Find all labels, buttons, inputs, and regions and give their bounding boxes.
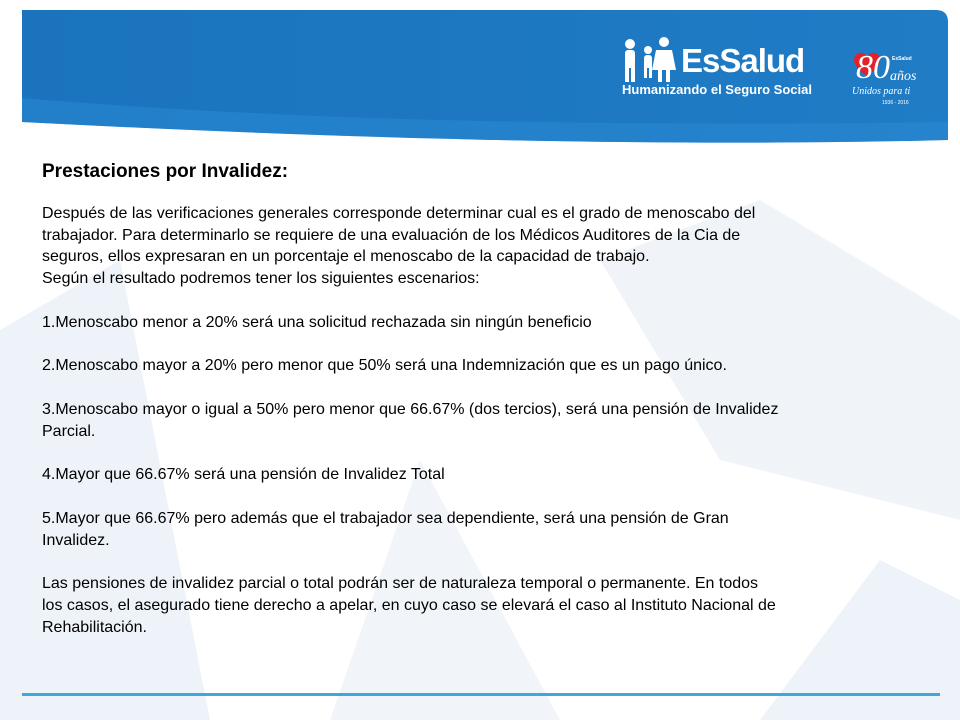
- anniversary-number: 80: [856, 49, 890, 86]
- scenario-item-5: [42, 508, 917, 552]
- anniversary-org: EsSalud: [892, 56, 912, 62]
- slide-title: Prestaciones por Invalidez:: [42, 161, 289, 182]
- closing-line: Las pensiones de invalidez parcial o total podrán ser de naturaleza temporal o permanente. En todos: [42, 575, 759, 593]
- intro-line: Según el resultado podremos tener los siguientes escenarios:: [42, 270, 480, 288]
- scenario-item-1: [42, 312, 917, 334]
- brand-name: EsSalud: [681, 42, 805, 79]
- scenario-line: Parcial.: [42, 422, 96, 440]
- slide-content: [42, 157, 917, 661]
- scenario-item-4: [42, 464, 917, 486]
- anniversary-word: años: [890, 69, 917, 84]
- anniversary-slogan: Unidos para ti: [852, 86, 911, 97]
- scenario-line: 2.Menoscabo mayor a 20% pero menor que 50% será una Indemnización que es un pago único.: [42, 357, 727, 375]
- anniversary-years: 1936 - 2016: [882, 100, 909, 106]
- anniversary-80-logo: [842, 38, 922, 118]
- intro-line: seguros, ellos expresaran en un porcentaje el menoscabo de la capacidad de trabajo.: [42, 248, 650, 266]
- scenario-line: 5.Mayor que 66.67% pero además que el trabajador sea dependiente, será una pensión de Gran: [42, 509, 729, 527]
- closing-line: los casos, el asegurado tiene derecho a apelar, en cuyo caso se elevará el caso al Instituto Nacional de: [42, 597, 776, 615]
- scenario-line: 3.Menoscabo mayor o igual a 50% pero menor que 66.67% (dos tercios), será una pensión de Invalidez: [42, 400, 779, 418]
- scenario-item-3: [42, 399, 917, 443]
- scenario-line: 1.Menoscabo menor a 20% será una solicitud rechazada sin ningún beneficio: [42, 313, 592, 331]
- scenario-line: 4.Mayor que 66.67% será una pensión de Invalidez Total: [42, 466, 445, 484]
- intro-line: trabajador. Para determinarlo se requiere de una evaluación de los Médicos Auditores de la Cia de: [42, 226, 741, 244]
- brand-tagline: Humanizando el Seguro Social: [622, 82, 812, 97]
- footer-divider: [22, 693, 940, 696]
- closing-paragraph: [42, 573, 917, 638]
- closing-line: Rehabilitación.: [42, 618, 147, 636]
- header-banner: [0, 0, 960, 150]
- intro-paragraph: [42, 203, 917, 290]
- scenario-line: Invalidez.: [42, 531, 110, 549]
- scenario-item-2: [42, 355, 917, 377]
- intro-line: Después de las verificaciones generales corresponde determinar cual es el grado de menoscabo del: [42, 204, 756, 222]
